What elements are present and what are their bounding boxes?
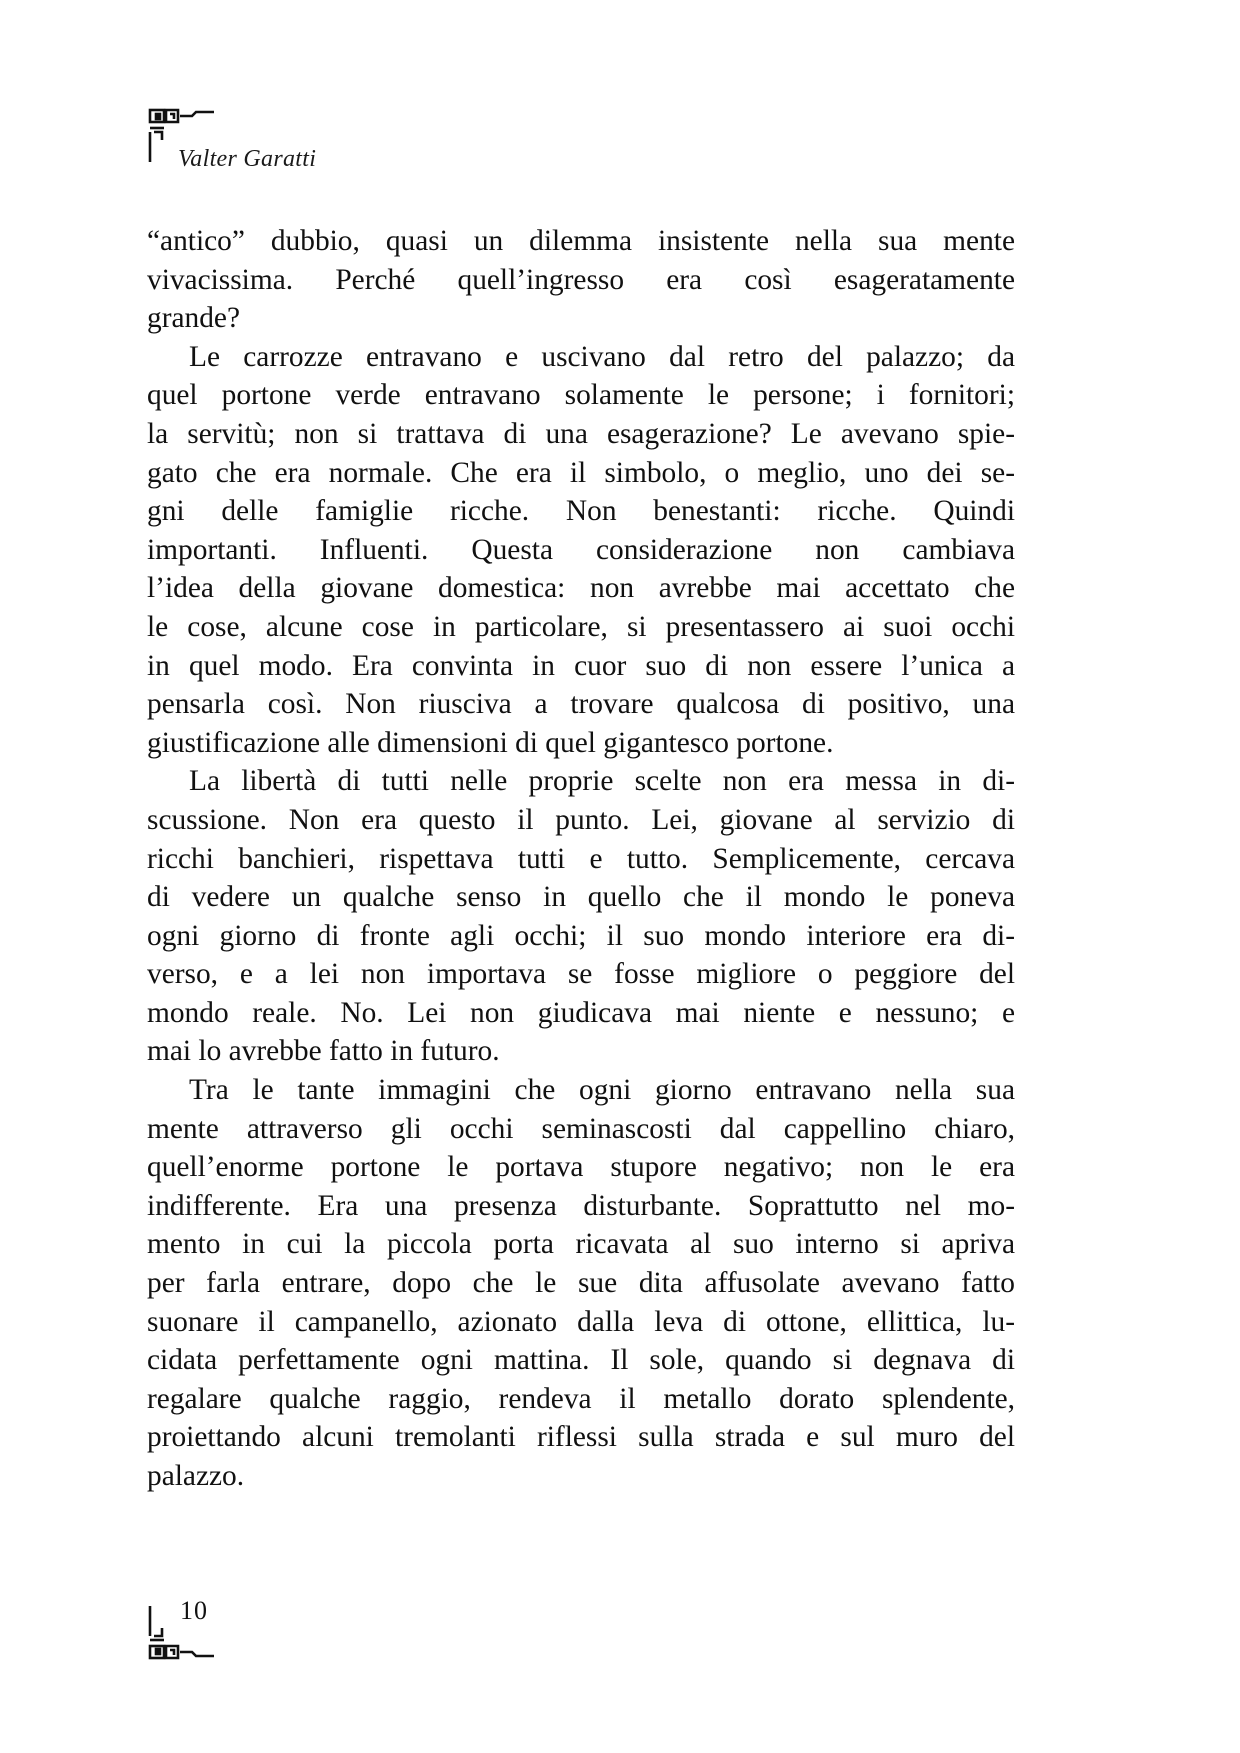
text-line: “antico” dubbio, quasi un dilemma insistente nella sua mente [147,225,1015,257]
text-line: Tra le tante immagini che ogni giorno entravano nella sua [189,1074,1015,1107]
text-line: ogni giorno di fronte agli occhi; il suo mondo interiore era di- [147,919,1015,952]
text-line: regalare qualche raggio, rendeva il metallo dorato splendente, [147,1382,1015,1415]
text-line: la servitù; non si trattava di una esagerazione? Le avevano spie- [147,417,1015,450]
text-line: giustificazione alle dimensioni di quel gigantesco portone. [147,726,834,759]
text-line: indifferente. Era una presenza disturbante. Soprattutto nel mo- [147,1189,1015,1222]
text-line: scussione. Non era questo il punto. Lei, giovane al servizio di [147,803,1015,836]
text-line: importanti. Influenti. Questa considerazione non cambiava [147,533,1015,566]
text-line: gato che era normale. Che era il simbolo, o meglio, uno dei se- [147,456,1015,489]
text-line: l’idea della giovane domestica: non avrebbe mai accettato che [147,572,1015,605]
text-line: per farla entrare, dopo che le sue dita affusolate avevano fatto [147,1267,1015,1300]
bottom-corner-ornament-icon [148,1604,216,1660]
text-line: quel portone verde entravano solamente le persone; i fornitori; [147,379,1015,412]
text-line: quell’enorme portone le portava stupore negativo; non le era [147,1151,1015,1184]
text-line: vivacissima. Perché quell’ingresso era così esageratamente [147,263,1015,296]
text-line: di vedere un qualche senso in quello che il mondo le poneva [147,881,1015,914]
text-line: pensarla così. Non riusciva a trovare qualcosa di positivo, una [147,688,1015,721]
text-line: in quel modo. Era convinta in cuor suo di non essere l’unica a [147,649,1015,682]
text-line: Le carrozze entravano e uscivano dal retro del palazzo; da [189,340,1015,373]
text-line: cidata perfettamente ogni mattina. Il sole, quando si degnava di [147,1344,1015,1377]
text-line: grande? [147,302,241,335]
text-line: ricchi banchieri, rispettava tutti e tutto. Semplicemente, cercava [147,842,1015,875]
text-line: le cose, alcune cose in particolare, si presentassero ai suoi occhi [147,610,1015,643]
text-line: La libertà di tutti nelle proprie scelte non era messa in di- [189,765,1015,798]
running-head-author: Valter Garatti [178,146,317,172]
text-line: verso, e a lei non importava se fosse migliore o peggiore del [147,958,1015,991]
text-line: mento in cui la piccola porta ricavata al suo interno si apriva [147,1228,1015,1261]
text-line: palazzo. [147,1460,245,1492]
text-line: mai lo avrebbe fatto in futuro. [147,1035,500,1068]
text-line: proiettando alcuni tremolanti riflessi sulla strada e sul muro del [147,1421,1015,1454]
text-line: mente attraverso gli occhi seminascosti dal cappellino chiaro, [147,1112,1015,1145]
text-line: suonare il campanello, azionato dalla leva di ottone, ellittica, lu- [147,1305,1015,1338]
body-text [147,222,1015,1496]
text-line: mondo reale. No. Lei non giudicava mai niente e nessuno; e [147,996,1015,1029]
text-line: gni delle famiglie ricche. Non benestanti: ricche. Quindi [147,495,1015,528]
page-number: 10 [180,1596,208,1625]
